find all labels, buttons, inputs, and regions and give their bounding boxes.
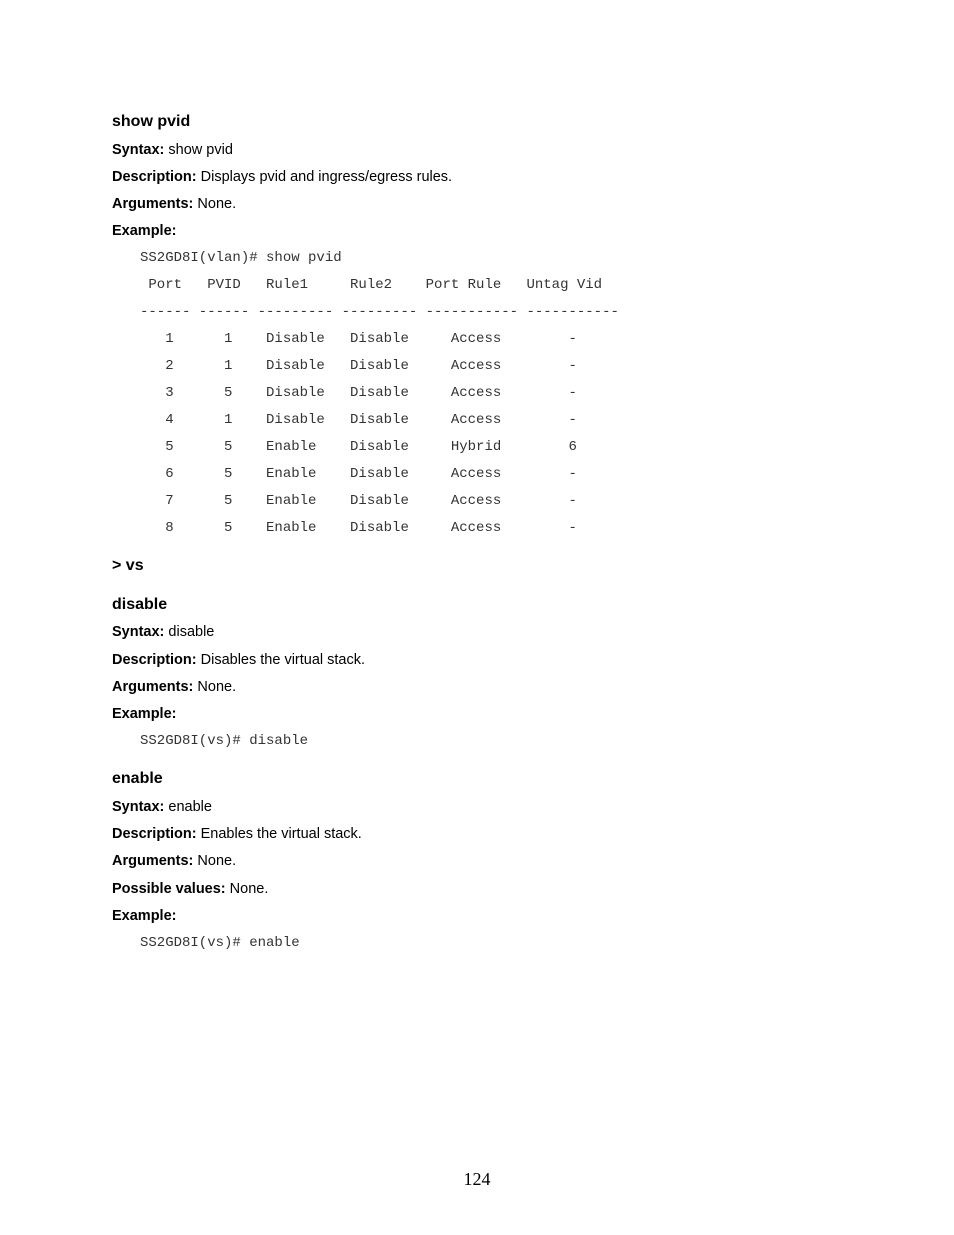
description-line: [112, 826, 362, 842]
syntax-value: disable: [164, 624, 215, 640]
page-number: 124: [463, 1169, 491, 1189]
description-label: Description:: [112, 826, 197, 842]
table-row: 5 5 Enable Disable Hybrid 6: [140, 439, 577, 455]
arguments-label: Arguments:: [112, 853, 194, 869]
table-row: 8 5 Enable Disable Access -: [140, 520, 577, 536]
example-label: Example:: [112, 223, 177, 239]
description-value: Displays pvid and ingress/egress rules.: [196, 169, 453, 185]
syntax-value: show pvid: [164, 142, 233, 158]
description-line: [112, 169, 452, 185]
description-label: Description:: [112, 169, 197, 185]
table-row: 2 1 Disable Disable Access -: [140, 358, 577, 374]
table-row: 3 5 Disable Disable Access -: [140, 385, 577, 401]
arguments-line: [112, 853, 236, 869]
table-separator: ------ ------ --------- --------- ----------- -----------: [140, 304, 619, 320]
description-label: Description:: [112, 652, 197, 668]
example-label: Example:: [112, 706, 177, 722]
syntax-line: [112, 799, 212, 815]
description-value: Enables the virtual stack.: [196, 826, 362, 842]
table-row: 4 1 Disable Disable Access -: [140, 412, 577, 428]
possible-values-label: Possible values:: [112, 881, 226, 897]
section-heading-disable: disable: [112, 596, 168, 613]
arguments-label: Arguments:: [112, 196, 194, 212]
syntax-label: Syntax:: [112, 142, 165, 158]
table-row: 7 5 Enable Disable Access -: [140, 493, 577, 509]
table-header: Port PVID Rule1 Rule2 Port Rule Untag Vid: [140, 277, 603, 293]
possible-values-value: None.: [225, 881, 269, 897]
section-heading-vs: > vs: [112, 557, 144, 574]
syntax-line: [112, 142, 233, 158]
section-heading-enable: enable: [112, 770, 163, 787]
table-row: 6 5 Enable Disable Access -: [140, 466, 577, 482]
syntax-label: Syntax:: [112, 799, 165, 815]
table-row: 1 1 Disable Disable Access -: [140, 331, 577, 347]
description-value: Disables the virtual stack.: [196, 652, 366, 668]
example-command: SS2GD8I(vlan)# show pvid: [140, 250, 342, 266]
syntax-label: Syntax:: [112, 624, 165, 640]
arguments-value: None.: [193, 853, 237, 869]
syntax-line: [112, 624, 214, 640]
arguments-line: [112, 679, 236, 695]
example-line: [112, 706, 176, 722]
example-label: Example:: [112, 908, 177, 924]
example-line: [112, 223, 176, 239]
example-line: [112, 908, 176, 924]
possible-values-line: [112, 881, 268, 897]
section-heading-show-pvid: show pvid: [112, 113, 191, 130]
example-command: SS2GD8I(vs)# enable: [140, 935, 300, 951]
description-line: [112, 652, 365, 668]
example-command: SS2GD8I(vs)# disable: [140, 733, 309, 749]
syntax-value: enable: [164, 799, 212, 815]
arguments-value: None.: [193, 679, 237, 695]
arguments-line: [112, 196, 236, 212]
arguments-label: Arguments:: [112, 679, 194, 695]
arguments-value: None.: [193, 196, 237, 212]
